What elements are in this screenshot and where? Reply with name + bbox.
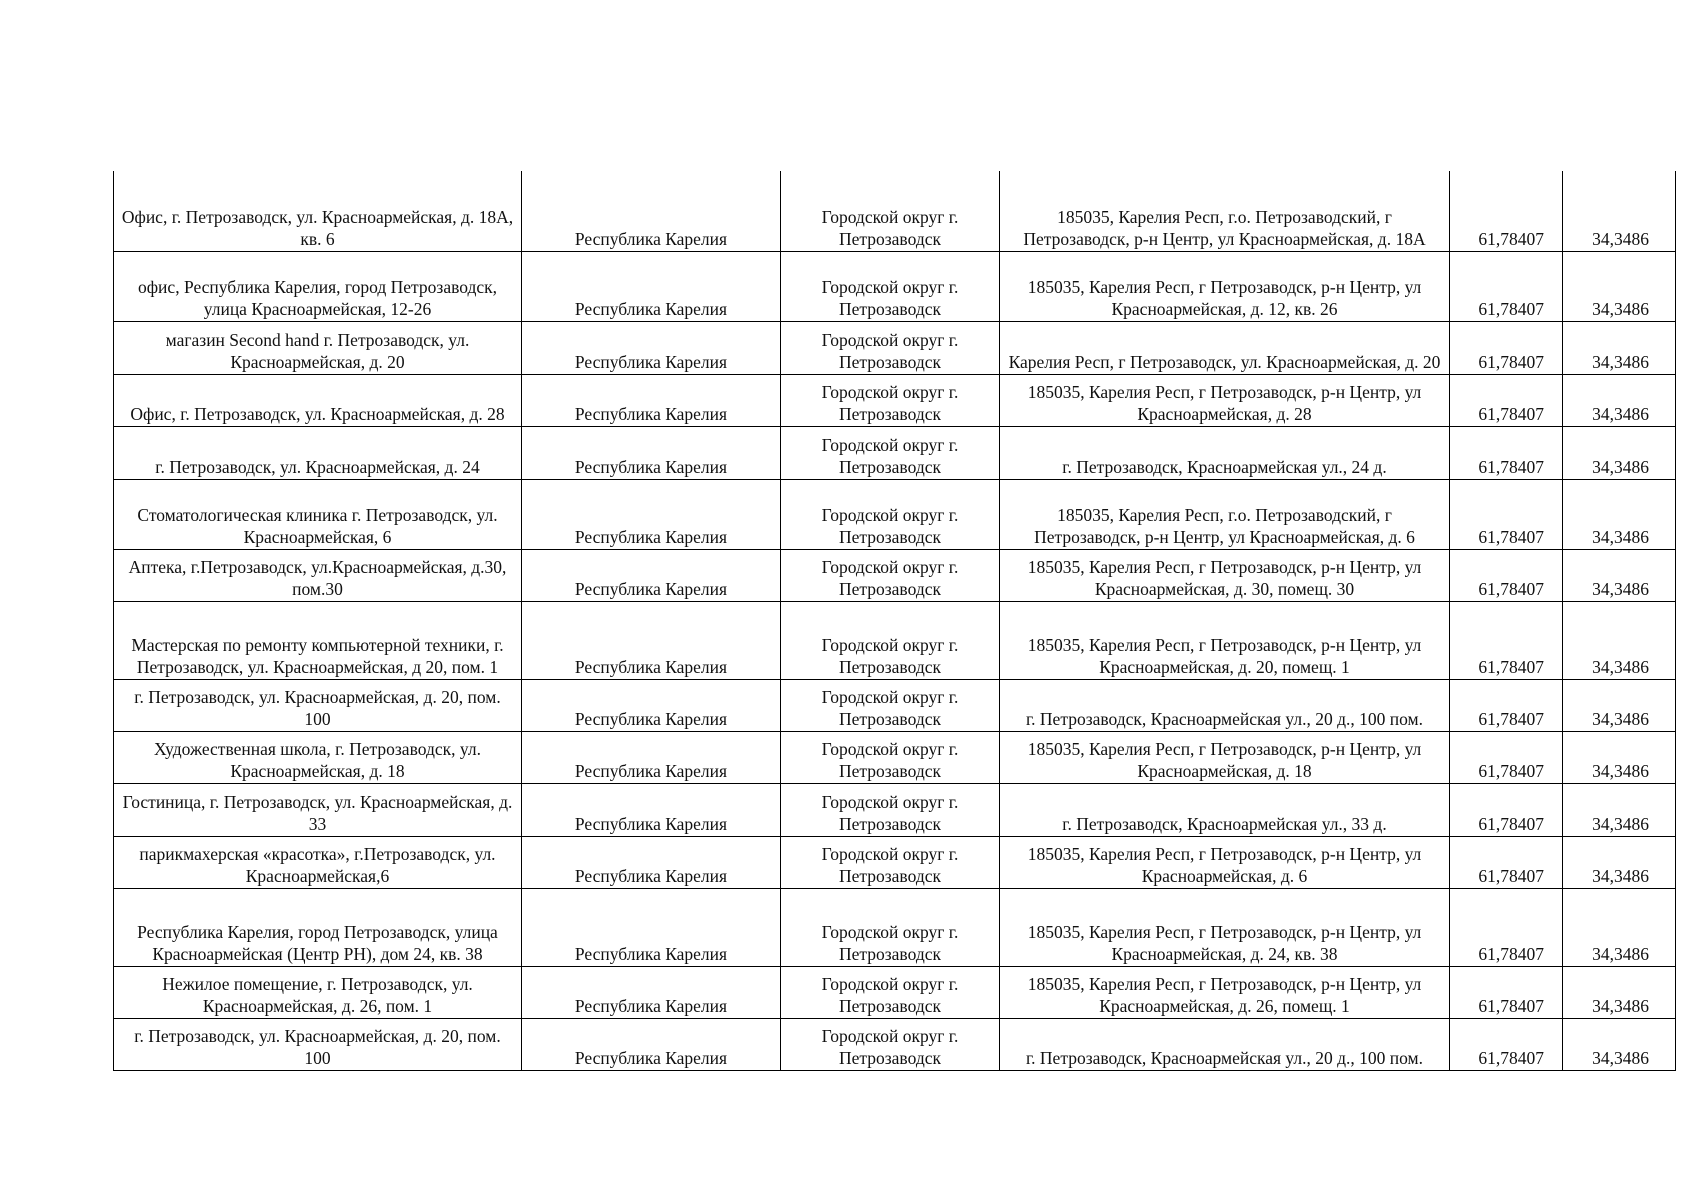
district-cell: Городской округ г. Петрозаводск xyxy=(781,321,1000,374)
latitude-cell: 61,78407 xyxy=(1450,171,1563,251)
object-name-cell: офис, Республика Карелия, город Петрозаводск, улица Красноармейская, 12-26 xyxy=(114,251,522,321)
table-row xyxy=(114,783,1676,836)
latitude-cell: 61,78407 xyxy=(1450,836,1563,888)
region-cell: Республика Карелия xyxy=(522,783,781,836)
region-cell: Республика Карелия xyxy=(522,251,781,321)
region-cell: Республика Карелия xyxy=(522,601,781,679)
region-cell: Республика Карелия xyxy=(522,1018,781,1070)
table-row xyxy=(114,966,1676,1018)
latitude-cell: 61,78407 xyxy=(1450,888,1563,966)
table-row xyxy=(114,731,1676,783)
longitude-cell: 34,3486 xyxy=(1563,251,1676,321)
longitude-cell: 34,3486 xyxy=(1563,783,1676,836)
region-cell: Республика Карелия xyxy=(522,549,781,601)
district-cell: Городской округ г. Петрозаводск xyxy=(781,601,1000,679)
district-cell: Городской округ г. Петрозаводск xyxy=(781,479,1000,549)
table-row xyxy=(114,171,1676,251)
address-cell: 185035, Карелия Респ, г.о. Петрозаводский, г Петрозаводск, р-н Центр, ул Красноармейская, д. 18А xyxy=(1000,171,1450,251)
object-name-cell: Художественная школа, г. Петрозаводск, ул. Красноармейская, д. 18 xyxy=(114,731,522,783)
object-name-cell: Аптека, г.Петрозаводск, ул.Красноармейская, д.30, пом.30 xyxy=(114,549,522,601)
region-cell: Республика Карелия xyxy=(522,426,781,479)
object-name-cell: Республика Карелия, город Петрозаводск, улица Красноармейская (Центр РН), дом 24, кв. 38 xyxy=(114,888,522,966)
table-row xyxy=(114,679,1676,731)
district-cell: Городской округ г. Петрозаводск xyxy=(781,679,1000,731)
latitude-cell: 61,78407 xyxy=(1450,321,1563,374)
region-cell: Республика Карелия xyxy=(522,321,781,374)
address-cell: 185035, Карелия Респ, г Петрозаводск, р-н Центр, ул Красноармейская, д. 18 xyxy=(1000,731,1450,783)
longitude-cell: 34,3486 xyxy=(1563,679,1676,731)
latitude-cell: 61,78407 xyxy=(1450,601,1563,679)
latitude-cell: 61,78407 xyxy=(1450,966,1563,1018)
region-cell: Республика Карелия xyxy=(522,679,781,731)
object-name-cell: Офис, г. Петрозаводск, ул. Красноармейская, д. 18А, кв. 6 xyxy=(114,171,522,251)
address-cell: 185035, Карелия Респ, г Петрозаводск, р-н Центр, ул Красноармейская, д. 6 xyxy=(1000,836,1450,888)
longitude-cell: 34,3486 xyxy=(1563,549,1676,601)
district-cell: Городской округ г. Петрозаводск xyxy=(781,171,1000,251)
district-cell: Городской округ г. Петрозаводск xyxy=(781,549,1000,601)
longitude-cell: 34,3486 xyxy=(1563,836,1676,888)
longitude-cell: 34,3486 xyxy=(1563,601,1676,679)
longitude-cell: 34,3486 xyxy=(1563,731,1676,783)
district-cell: Городской округ г. Петрозаводск xyxy=(781,836,1000,888)
longitude-cell: 34,3486 xyxy=(1563,374,1676,426)
table-row xyxy=(114,426,1676,479)
object-name-cell: г. Петрозаводск, ул. Красноармейская, д. 20, пом. 100 xyxy=(114,679,522,731)
object-name-cell: Гостиница, г. Петрозаводск, ул. Красноармейская, д. 33 xyxy=(114,783,522,836)
address-cell: г. Петрозаводск, Красноармейская ул., 20 д., 100 пом. xyxy=(1000,1018,1450,1070)
longitude-cell: 34,3486 xyxy=(1563,171,1676,251)
district-cell: Городской округ г. Петрозаводск xyxy=(781,374,1000,426)
address-cell: 185035, Карелия Респ, г Петрозаводск, р-н Центр, ул Красноармейская, д. 26, помещ. 1 xyxy=(1000,966,1450,1018)
latitude-cell: 61,78407 xyxy=(1450,679,1563,731)
latitude-cell: 61,78407 xyxy=(1450,731,1563,783)
address-cell: г. Петрозаводск, Красноармейская ул., 33 д. xyxy=(1000,783,1450,836)
region-cell: Республика Карелия xyxy=(522,836,781,888)
region-cell: Республика Карелия xyxy=(522,171,781,251)
longitude-cell: 34,3486 xyxy=(1563,321,1676,374)
region-cell: Республика Карелия xyxy=(522,479,781,549)
table-row xyxy=(114,321,1676,374)
latitude-cell: 61,78407 xyxy=(1450,783,1563,836)
district-cell: Городской округ г. Петрозаводск xyxy=(781,1018,1000,1070)
longitude-cell: 34,3486 xyxy=(1563,479,1676,549)
address-cell: 185035, Карелия Респ, г Петрозаводск, р-н Центр, ул Красноармейская, д. 28 xyxy=(1000,374,1450,426)
district-cell: Городской округ г. Петрозаводск xyxy=(781,783,1000,836)
latitude-cell: 61,78407 xyxy=(1450,374,1563,426)
object-name-cell: г. Петрозаводск, ул. Красноармейская, д. 24 xyxy=(114,426,522,479)
longitude-cell: 34,3486 xyxy=(1563,1018,1676,1070)
address-cell: 185035, Карелия Респ, г Петрозаводск, р-н Центр, ул Красноармейская, д. 30, помещ. 30 xyxy=(1000,549,1450,601)
object-name-cell: парикмахерская «красотка», г.Петрозаводск, ул. Красноармейская,6 xyxy=(114,836,522,888)
table-row xyxy=(114,479,1676,549)
table-row xyxy=(114,601,1676,679)
district-cell: Городской округ г. Петрозаводск xyxy=(781,251,1000,321)
address-cell: 185035, Карелия Респ, г Петрозаводск, р-н Центр, ул Красноармейская, д. 20, помещ. 1 xyxy=(1000,601,1450,679)
address-cell: 185035, Карелия Респ, г Петрозаводск, р-н Центр, ул Красноармейская, д. 12, кв. 26 xyxy=(1000,251,1450,321)
district-cell: Городской округ г. Петрозаводск xyxy=(781,966,1000,1018)
table-row xyxy=(114,1018,1676,1070)
longitude-cell: 34,3486 xyxy=(1563,426,1676,479)
object-name-cell: Мастерская по ремонту компьютерной техники, г. Петрозаводск, ул. Красноармейская, д 20, пом. 1 xyxy=(114,601,522,679)
region-cell: Республика Карелия xyxy=(522,731,781,783)
table-row xyxy=(114,836,1676,888)
object-name-cell: г. Петрозаводск, ул. Красноармейская, д. 20, пом. 100 xyxy=(114,1018,522,1070)
table-row xyxy=(114,549,1676,601)
address-table xyxy=(113,171,1676,1071)
district-cell: Городской округ г. Петрозаводск xyxy=(781,731,1000,783)
region-cell: Республика Карелия xyxy=(522,374,781,426)
address-cell: г. Петрозаводск, Красноармейская ул., 20 д., 100 пом. xyxy=(1000,679,1450,731)
region-cell: Республика Карелия xyxy=(522,888,781,966)
table-row xyxy=(114,888,1676,966)
longitude-cell: 34,3486 xyxy=(1563,966,1676,1018)
latitude-cell: 61,78407 xyxy=(1450,549,1563,601)
district-cell: Городской округ г. Петрозаводск xyxy=(781,888,1000,966)
region-cell: Республика Карелия xyxy=(522,966,781,1018)
object-name-cell: Офис, г. Петрозаводск, ул. Красноармейская, д. 28 xyxy=(114,374,522,426)
table-row xyxy=(114,374,1676,426)
address-cell: Карелия Респ, г Петрозаводск, ул. Красноармейская, д. 20 xyxy=(1000,321,1450,374)
object-name-cell: магазин Second hand г. Петрозаводск, ул. Красноармейская, д. 20 xyxy=(114,321,522,374)
latitude-cell: 61,78407 xyxy=(1450,479,1563,549)
address-cell: 185035, Карелия Респ, г Петрозаводск, р-н Центр, ул Красноармейская, д. 24, кв. 38 xyxy=(1000,888,1450,966)
table-row xyxy=(114,251,1676,321)
latitude-cell: 61,78407 xyxy=(1450,1018,1563,1070)
district-cell: Городской округ г. Петрозаводск xyxy=(781,426,1000,479)
latitude-cell: 61,78407 xyxy=(1450,426,1563,479)
longitude-cell: 34,3486 xyxy=(1563,888,1676,966)
address-cell: г. Петрозаводск, Красноармейская ул., 24 д. xyxy=(1000,426,1450,479)
address-cell: 185035, Карелия Респ, г.о. Петрозаводский, г Петрозаводск, р-н Центр, ул Красноармейская, д. 6 xyxy=(1000,479,1450,549)
object-name-cell: Нежилое помещение, г. Петрозаводск, ул. Красноармейская, д. 26, пом. 1 xyxy=(114,966,522,1018)
latitude-cell: 61,78407 xyxy=(1450,251,1563,321)
table-body xyxy=(114,171,1676,1070)
object-name-cell: Стоматологическая клиника г. Петрозаводск, ул. Красноармейская, 6 xyxy=(114,479,522,549)
